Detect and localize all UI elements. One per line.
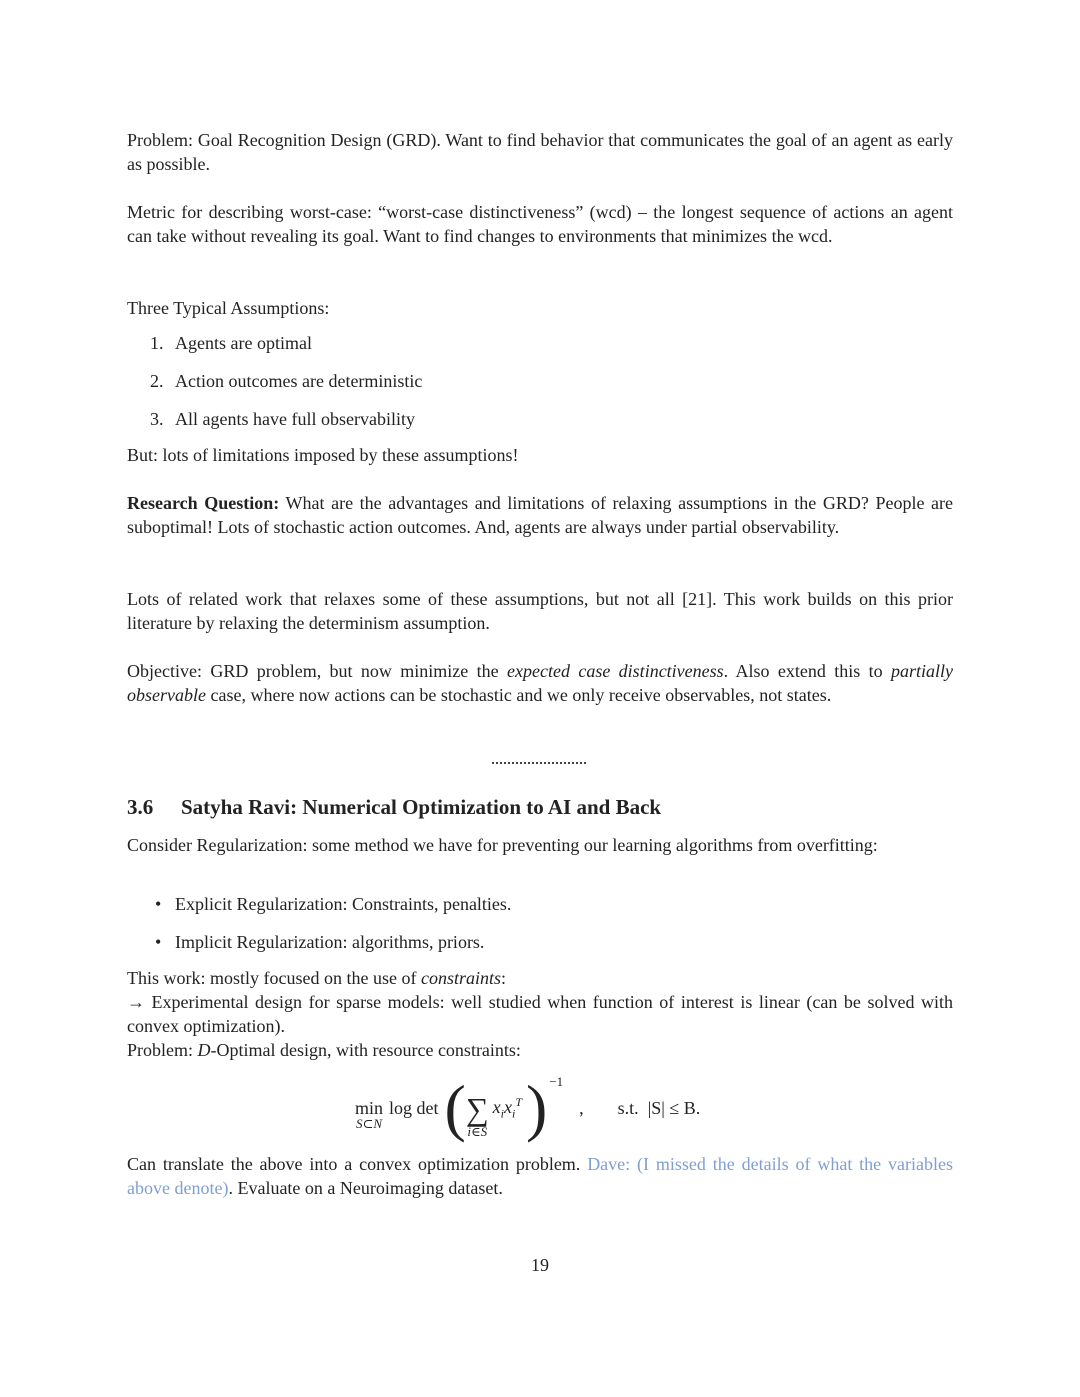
text: . Also extend this to <box>723 661 892 681</box>
text: Problem: <box>127 1040 198 1060</box>
text: . Evaluate on a Neuroimaging dataset. <box>228 1178 503 1198</box>
text: This work: mostly focused on the use of <box>127 968 421 988</box>
list-text: Action outcomes are deterministic <box>175 371 423 391</box>
paragraph: Problem: Goal Recognition Design (GRD). Want to find behavior that communicates the goal of an agent as early as possible. <box>127 130 953 174</box>
section-divider <box>492 762 586 764</box>
paragraph: Metric for describing worst-case: “worst-case distinctiveness” (wcd) – the longest sequence of actions an agent can take without revealing its goal. Want to find changes to environments that minimizes the wcd. <box>127 202 953 246</box>
emphasis: D <box>197 1040 211 1060</box>
paragraph <box>127 1152 953 1200</box>
list-text: All agents have full observability <box>175 409 415 429</box>
paragraph <box>127 966 953 990</box>
emphasis: partially observable <box>127 661 954 705</box>
list-item <box>150 331 950 355</box>
bullet-icon: • <box>155 894 162 914</box>
text: -Optimal design, with resource constraints: <box>210 1040 521 1060</box>
eq-min: min <box>355 1098 384 1118</box>
list-item <box>150 407 950 431</box>
paragraph: Lots of related work that relaxes some of these assumptions, but not all [21]. This work builds on this prior literature by relaxing the determinism assumption. <box>127 589 953 633</box>
page-number: 19 <box>531 1255 549 1275</box>
section-title: Satyha Ravi: Numerical Optimization to AI and Back <box>181 795 662 819</box>
emphasis: expected case distinctiveness <box>507 661 724 681</box>
list-number: 3. <box>150 409 164 429</box>
equation <box>355 1068 700 1148</box>
paragraph <box>127 1038 953 1062</box>
bullet-item <box>155 892 945 916</box>
eq-min-sub: S⊂N <box>355 1116 383 1131</box>
eq-sum-sub: i∈S <box>467 1124 488 1139</box>
list-number: 1. <box>150 333 164 353</box>
eq-paren-right: ) <box>526 1072 548 1143</box>
list-number: 2. <box>150 371 164 391</box>
text: Can translate the above into a convex optimization problem. <box>127 1154 588 1174</box>
eq-exponent: −1 <box>549 1074 564 1089</box>
eq-sum: ∑ <box>465 1091 489 1127</box>
text: : <box>500 968 506 988</box>
rq-label: Research Question: <box>127 493 280 513</box>
list-item <box>150 369 950 393</box>
rq-text: What are the advantages and limitations of relaxing assumptions in the GRD? People are suboptimal! Lots of stochastic action outcomes. And, agents are always under partial observability. <box>127 493 953 537</box>
bullet-text: Explicit Regularization: Constraints, penalties. <box>175 894 512 914</box>
paragraph: Three Typical Assumptions: <box>127 298 330 318</box>
paragraph: But: lots of limitations imposed by these assumptions! <box>127 445 519 465</box>
bullet-item <box>155 930 945 954</box>
bullet-text: Implicit Regularization: algorithms, priors. <box>175 932 485 952</box>
eq-term: $x_ix_i^T$ <box>492 1095 523 1121</box>
research-question <box>127 491 953 539</box>
section-heading <box>127 795 661 819</box>
eq-comma: , <box>579 1098 584 1118</box>
text: case, where now actions can be stochastic and we only receive observables, not states. <box>205 685 832 705</box>
eq-sum-block <box>466 1093 489 1139</box>
section-number: 3.6 <box>127 795 154 819</box>
eq-paren-left: ( <box>444 1072 466 1143</box>
editor-note: Dave: (I missed the details of what the variables above denote) <box>127 1154 954 1198</box>
eq-constraint: s.t. |S| ≤ B. <box>617 1098 701 1118</box>
eq-logdet: log det <box>389 1098 439 1118</box>
emphasis: constraints <box>420 968 501 988</box>
paragraph: → Experimental design for sparse models: well studied when function of interest is linear (can be solved with convex optimization). <box>127 992 953 1036</box>
bullet-icon: • <box>155 932 162 952</box>
eq-min-block <box>355 1099 383 1131</box>
paragraph: Consider Regularization: some method we have for preventing our learning algorithms from overfitting: <box>127 835 878 855</box>
list-text: Agents are optimal <box>175 333 312 353</box>
objective-paragraph <box>127 659 953 707</box>
text: Objective: GRD problem, but now minimize the <box>127 661 508 681</box>
